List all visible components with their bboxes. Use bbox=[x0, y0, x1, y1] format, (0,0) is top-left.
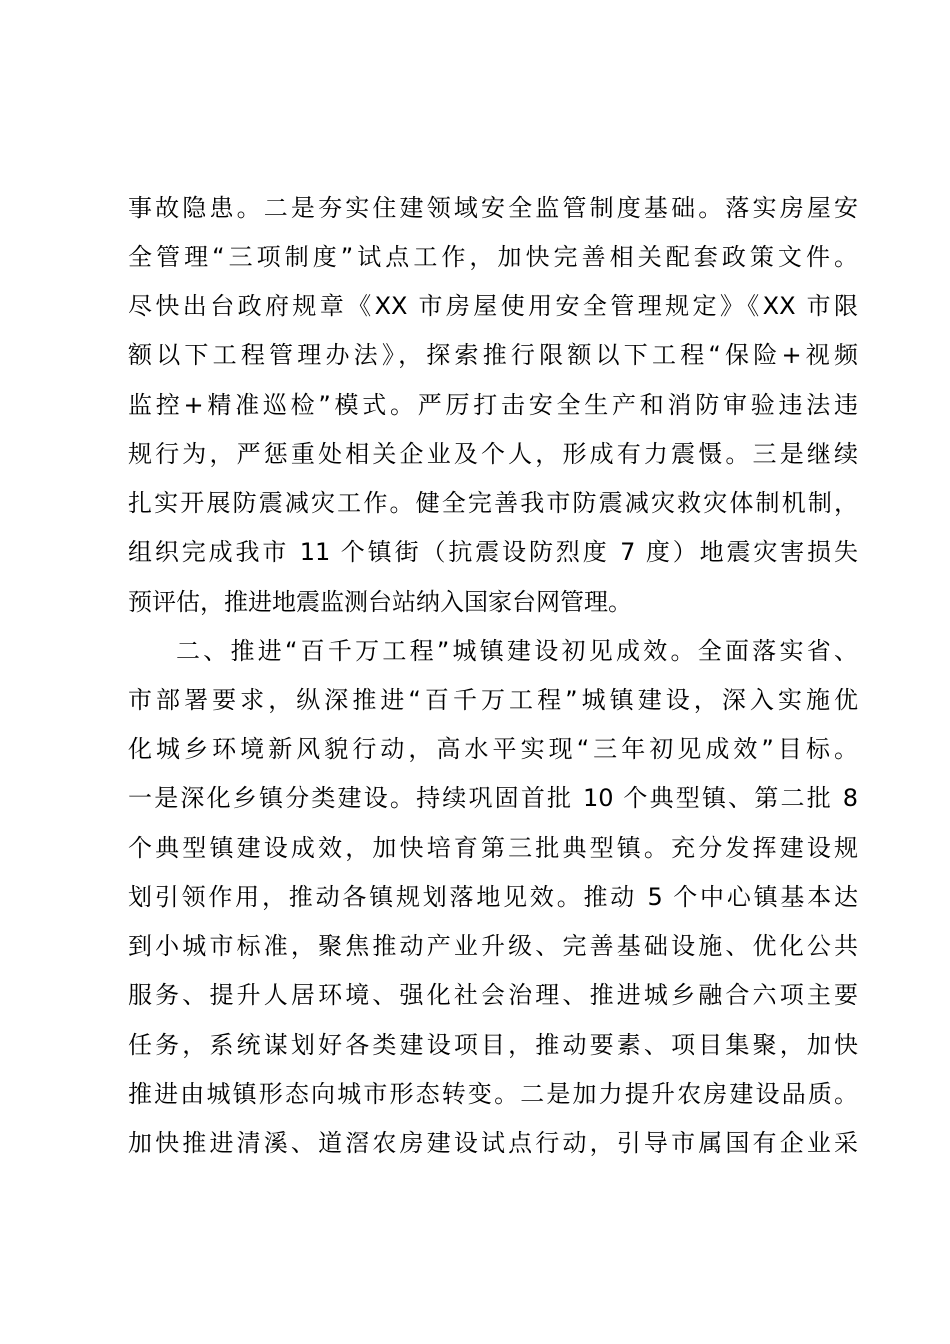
text-line: 服务、提升人居环境、强化社会治理、推进城乡融合六项主要 bbox=[128, 981, 858, 1009]
text-line: 划引领作用，推动各镇规划落地见效。推动 5 个中心镇基本达 bbox=[128, 883, 858, 911]
text-line: 全管理“三项制度”试点工作，加快完善相关配套政策文件。 bbox=[128, 243, 858, 271]
text-line: 到小城市标准，聚焦推动产业升级、完善基础设施、优化公共 bbox=[128, 932, 858, 960]
text-line: 化城乡环境新风貌行动，高水平实现“三年初见成效”目标。 bbox=[128, 735, 858, 763]
paragraph-end-line: 预评估，推进地震监测台站纳入国家台网管理。 bbox=[128, 588, 632, 616]
text-line: 额以下工程管理办法》，探索推行限额以下工程“保险+视频 bbox=[128, 341, 858, 369]
text-line: 任务，系统谋划好各类建设项目，推动要素、项目集聚，加快 bbox=[128, 1031, 858, 1059]
text-line: 一是深化乡镇分类建设。持续巩固首批 10 个典型镇、第二批 8 bbox=[128, 784, 858, 812]
text-line: 扎实开展防震减灾工作。健全完善我市防震减灾救灾体制机制， bbox=[128, 489, 858, 517]
text-line: 监控+精准巡检”模式。严厉打击安全生产和消防审验违法违 bbox=[128, 391, 858, 419]
text-line: 个典型镇建设成效，加快培育第三批典型镇。充分发挥建设规 bbox=[128, 834, 858, 862]
paragraph-heading-line: 二、推进“百千万工程”城镇建设初见成效。全面落实省、 bbox=[176, 637, 858, 665]
text-line: 市部署要求，纵深推进“百千万工程”城镇建设，深入实施优 bbox=[128, 686, 858, 714]
text-line: 尽快出台政府规章《XX 市房屋使用安全管理规定》《XX 市限 bbox=[128, 292, 858, 320]
text-line: 加快推进清溪、道滘农房建设试点行动，引导市属国有企业采 bbox=[128, 1129, 858, 1157]
text-line: 推进由城镇形态向城市形态转变。二是加力提升农房建设品质。 bbox=[128, 1080, 858, 1108]
text-line: 规行为，严惩重处相关企业及个人，形成有力震慑。三是继续 bbox=[128, 440, 858, 468]
text-line: 事故隐患。二是夯实住建领域安全监管制度基础。落实房屋安 bbox=[128, 194, 858, 222]
text-line: 组织完成我市 11 个镇街（抗震设防烈度 7 度）地震灾害损失 bbox=[128, 538, 858, 566]
